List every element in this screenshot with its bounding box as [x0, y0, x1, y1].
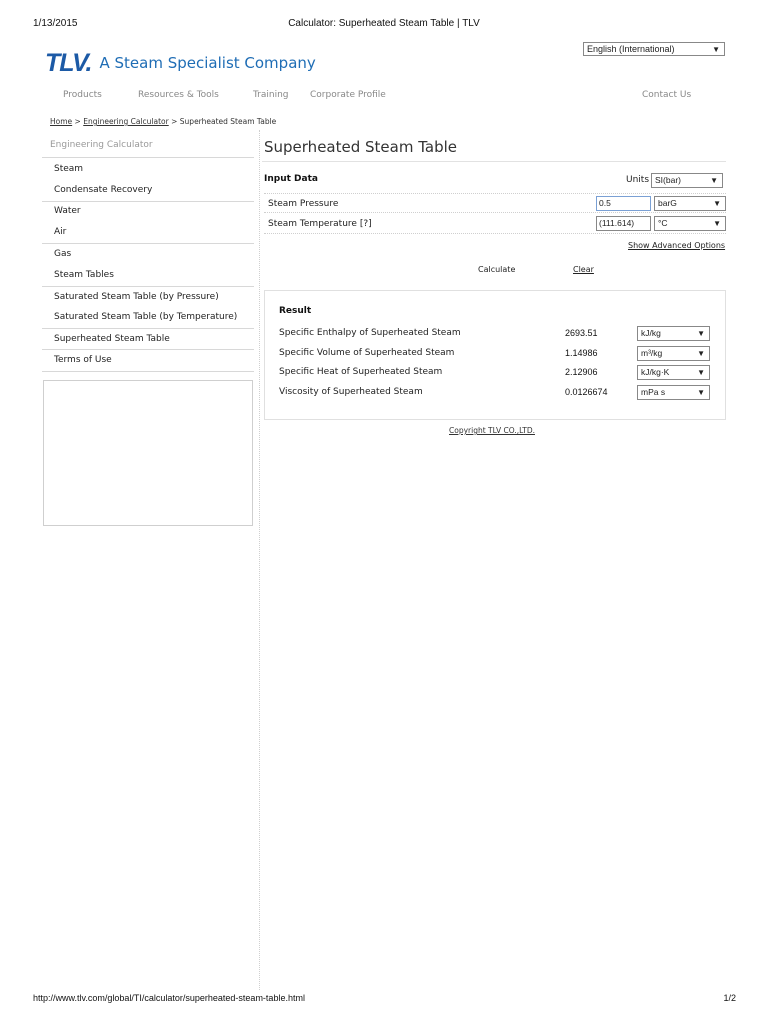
steam-temperature-input[interactable]: (111.614) [596, 216, 651, 231]
breadcrumb-separator: > [171, 117, 178, 126]
volume-unit-select[interactable] [637, 346, 710, 361]
page-title: Superheated Steam Table [264, 138, 458, 156]
result-value-enthalpy: 2693.51 [565, 328, 598, 338]
chevron-down-icon: ▼ [697, 368, 705, 377]
result-value-viscosity: 0.0126674 [565, 387, 608, 397]
sidebar-item-terms-of-use[interactable]: Terms of Use [54, 355, 112, 365]
sidebar-item-saturated-by-temperature[interactable]: Saturated Steam Table (by Temperature) [54, 312, 238, 322]
print-date: 1/13/2015 [33, 18, 78, 29]
steam-pressure-unit-select[interactable] [654, 196, 726, 211]
sidebar-empty-panel [43, 380, 253, 526]
breadcrumb-home[interactable]: Home [50, 117, 73, 126]
breadcrumb-engineering-calculator[interactable]: Engineering Calculator [83, 117, 169, 126]
sidebar-divider [42, 349, 254, 350]
sidebar-item-air[interactable]: Air [54, 227, 67, 237]
clear-button[interactable]: Clear [573, 265, 594, 274]
print-page-number: 1/2 [723, 993, 736, 1003]
chevron-down-icon: ▼ [712, 45, 720, 54]
units-select[interactable] [651, 173, 723, 188]
show-advanced-options-link[interactable]: Show Advanced Options [628, 241, 726, 250]
brand-tagline: A Steam Specialist Company [99, 54, 316, 72]
viscosity-unit-select[interactable] [637, 385, 710, 400]
chevron-down-icon: ▼ [697, 388, 705, 397]
result-value-volume: 1.14986 [565, 348, 598, 358]
result-label-viscosity: Viscosity of Superheated Steam [279, 387, 423, 397]
steam-temperature-unit-select[interactable] [654, 216, 726, 231]
sidebar-heading[interactable]: Engineering Calculator [50, 140, 153, 150]
chevron-down-icon: ▼ [697, 349, 705, 358]
calculate-button[interactable]: Calculate [478, 265, 516, 274]
enthalpy-unit-value: kJ/kg [641, 328, 661, 338]
units-label: Units [626, 175, 650, 185]
sidebar-item-gas[interactable]: Gas [54, 249, 72, 259]
language-select-value: English (International) [587, 44, 675, 54]
result-label-specific-heat: Specific Heat of Superheated Steam [279, 367, 443, 377]
chevron-down-icon: ▼ [713, 199, 721, 208]
volume-unit-value: m³/kg [641, 348, 663, 358]
nav-corporate-profile[interactable]: Corporate Profile [310, 90, 386, 100]
sidebar-item-steam-tables[interactable]: Steam Tables [54, 270, 114, 280]
language-select[interactable] [583, 42, 725, 56]
chevron-down-icon: ▼ [710, 176, 718, 185]
input-row-divider [264, 233, 726, 234]
brand-logo[interactable] [45, 48, 316, 78]
sidebar-divider [42, 201, 254, 202]
copyright-link[interactable]: Copyright TLV CO.,LTD. [449, 426, 535, 435]
input-row-divider [264, 193, 726, 194]
steam-pressure-label: Steam Pressure [268, 199, 339, 209]
nav-resources-tools[interactable]: Resources & Tools [138, 90, 219, 100]
chevron-down-icon: ▼ [697, 329, 705, 338]
nav-contact-us[interactable]: Contact Us [642, 90, 692, 100]
units-select-value: SI(bar) [655, 175, 681, 185]
sidebar-item-saturated-by-pressure[interactable]: Saturated Steam Table (by Pressure) [54, 292, 219, 302]
nav-products[interactable]: Products [63, 90, 102, 100]
result-label-volume: Specific Volume of Superheated Steam [279, 348, 455, 358]
sidebar-item-water[interactable]: Water [54, 206, 81, 216]
temperature-help-link[interactable]: [?] [359, 219, 372, 229]
steam-temperature-unit-value: °C [658, 218, 668, 228]
steam-temperature-label-text: Steam Temperature [268, 219, 357, 229]
breadcrumb [50, 117, 276, 126]
steam-pressure-unit-value: barG [658, 198, 677, 208]
enthalpy-unit-select[interactable] [637, 326, 710, 341]
result-label-enthalpy: Specific Enthalpy of Superheated Steam [279, 328, 461, 338]
result-heading: Result [279, 306, 312, 316]
chevron-down-icon: ▼ [713, 219, 721, 228]
column-divider [259, 130, 260, 990]
sidebar-divider [42, 243, 254, 244]
sidebar-divider [42, 371, 254, 372]
title-divider [262, 161, 726, 162]
sidebar-item-superheated-steam-table[interactable]: Superheated Steam Table [54, 334, 170, 344]
specific-heat-unit-value: kJ/kg·K [641, 367, 670, 377]
sidebar-divider [42, 157, 254, 158]
input-row-divider [264, 212, 726, 213]
specific-heat-unit-select[interactable] [637, 365, 710, 380]
sidebar-divider [42, 328, 254, 329]
steam-pressure-input[interactable]: 0.5 [596, 196, 651, 211]
input-data-heading: Input Data [264, 174, 318, 184]
nav-training[interactable]: Training [253, 90, 289, 100]
sidebar-item-condensate-recovery[interactable]: Condensate Recovery [54, 185, 153, 195]
print-url: http://www.tlv.com/global/TI/calculator/superheated-steam-table.html [33, 993, 305, 1003]
sidebar-item-steam[interactable]: Steam [54, 164, 84, 174]
breadcrumb-separator: > [74, 117, 81, 126]
tlv-logo-mark: TLV. [45, 48, 92, 77]
steam-temperature-label [268, 219, 372, 229]
result-value-specific-heat: 2.12906 [565, 367, 598, 377]
print-page-title: Calculator: Superheated Steam Table | TLV [288, 18, 480, 29]
breadcrumb-current: Superheated Steam Table [179, 117, 277, 126]
viscosity-unit-value: mPa s [641, 387, 666, 397]
sidebar-divider [42, 286, 254, 287]
